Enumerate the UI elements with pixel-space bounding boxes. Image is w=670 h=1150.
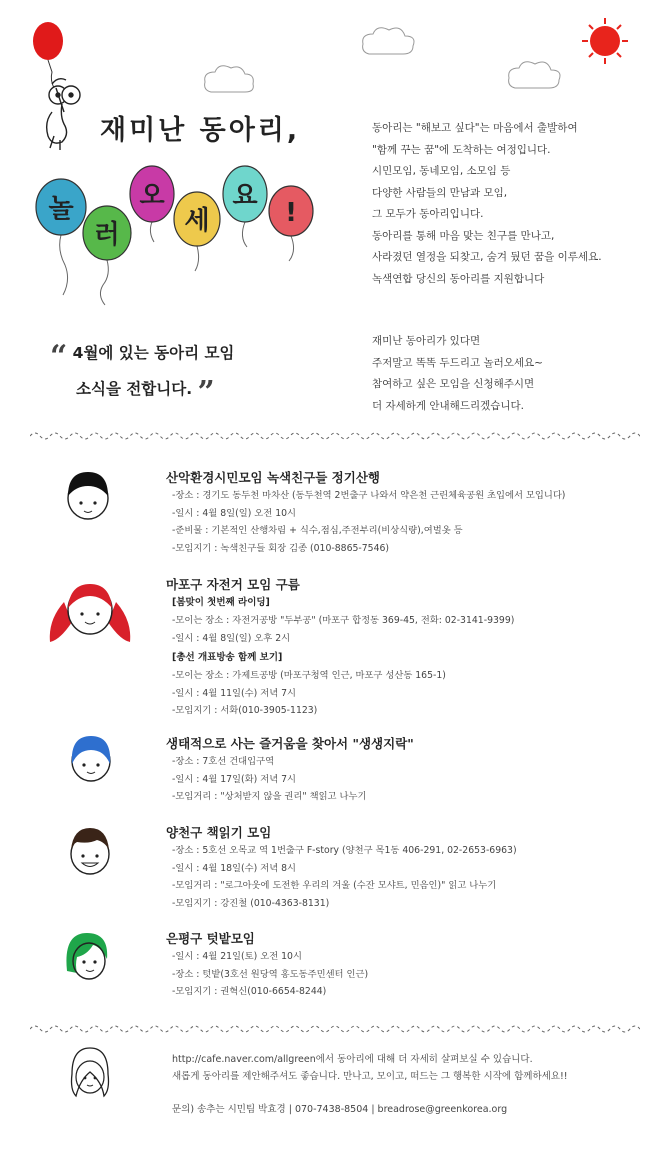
quote-line: 소식을 전합니다. [76,380,193,398]
section-title: 생태적으로 사는 즐거움을 찾아서 "생생지락" [166,736,414,751]
intro2-text [372,331,662,417]
section-body [172,842,517,912]
page-title: 재미난 동아리, [100,115,301,146]
section-line: -일시 : 4월 11일(수) 저녁 7시 [172,687,297,699]
section-title: 마포구 자전거 모임 구름 [166,577,300,592]
section-line: -모임지기 : 녹색친구들 회장 김종 (010-8865-7546) [172,542,390,554]
intro2-line: 더 자세하게 안내해드리겠습니다. [372,399,525,412]
section-body [172,753,366,806]
section-line: -일시 : 4월 17일(화) 저녁 7시 [172,773,297,785]
sun-icon [582,18,628,64]
quote-block [50,337,234,409]
section-line: -준비물 : 기본적인 산행차림 + 식수,점심,주전부리(비상식량),여벌옷 등 [172,525,463,536]
grass-divider [30,1021,640,1035]
section-subtitle: [총선 개표방송 함께 보기] [172,652,283,663]
intro2-line: 참여하고 싶은 모임을 신청해주시면 [372,378,535,390]
quote-line: 4월에 있는 동아리 모임 [72,344,235,362]
character-icon [47,79,80,150]
face-avatar-4-icon [66,826,114,878]
open-quote-mark: “ [50,339,68,374]
section-line: -장소 : 5호선 오목교 역 1번출구 F-story (양천구 목1동 406-291, 02-2653-6963) [172,845,517,856]
balloon-letter-3: 오 [139,181,165,211]
section-line: -모임거리 : "상처받지 않을 권리" 책읽고 나누기 [172,791,367,802]
section-line: -모임거리 : "로그아웃에 도전한 우리의 겨울 (수잔 모샤트, 민음인)" 읽고 나누기 [172,880,497,891]
section-line: -장소 : 7호선 건대입구역 [172,756,275,767]
intro-line: 사라졌던 열정을 되찾고, 숨겨 뒀던 꿈을 이루세요. [372,251,602,263]
intro-line: 동아리를 통해 마음 맞는 친구를 만나고, [372,229,555,242]
section-line: -장소 : 텃밭(3호선 원당역 홍도동주민센터 인근) [172,968,369,980]
intro2-line: 재미난 동아리가 있다면 [372,335,481,347]
balloon-letter-4: 세 [184,206,210,236]
footer-line: 새롭게 동아리를 제안해주셔도 좋습니다. 만나고, 모이고, 떠드는 그 행복한 시작에 함께하세요!! [172,1071,568,1082]
footer-face-icon [66,1044,114,1100]
intro2-line: 주저말고 똑똑 두드리고 놀러오세요~ [372,356,543,369]
section-line: -일시 : 4월 8일(일) 오후 2시 [172,632,291,644]
close-quote-mark: ” [197,375,215,410]
intro-line: 동아리는 "해보고 싶다"는 마음에서 출발하여 [372,122,578,134]
section-body [172,594,514,720]
red-balloon-icon [33,22,63,88]
section-line: -모이는 장소 : 가제트공방 (마포구청역 인근, 마포구 성산동 165-1) [172,670,446,681]
section-line: -장소 : 경기도 동두천 마차산 (동두천역 2번출구 나와서 약은천 근린체육공원 초입에서 모입니다) [172,490,566,501]
section-title: 산악환경시민모임 녹색친구들 정기산행 [166,470,380,485]
balloon-letter-2: 러 [94,220,120,250]
intro-text [372,118,662,290]
face-avatar-2-icon [44,580,136,648]
balloon-letter-1: 놀 [48,194,74,224]
cloud-icon [205,28,560,92]
section-line: -모임지기 : 권혁신(010-6654-8244) [172,986,327,997]
intro-line: 그 모두가 동아리입니다. [372,208,484,220]
face-avatar-3-icon [68,734,114,784]
intro-line: 녹색연합 당신의 동아리를 지원합니다 [372,272,545,285]
section-line: -일시 : 4월 21일(토) 오전 10시 [172,951,302,962]
intro-line: 다양한 사람들의 만남과 모임, [372,186,508,199]
face-avatar-1-icon [64,470,112,522]
section-line: -모이는 장소 : 자전거공방 "두부공" (마포구 합정동 369-45, 전화: 02-3141-9399) [172,615,515,626]
section-line: -모임지기 : 서화(010-3905-1123) [172,705,318,716]
section-line: -일시 : 4월 18일(수) 저녁 8시 [172,862,297,874]
section-body [172,948,368,1001]
intro-line: "함께 꾸는 꿈"에 도착하는 여정입니다. [372,143,551,156]
footer-contact: 문의) 송추는 시민팀 박효경 | 070-7438-8504 | breadrose@greenkorea.org [172,1104,508,1115]
balloon-letter-5: 요 [232,181,258,211]
intro-line: 시민모임, 동네모임, 소모임 등 [372,165,511,177]
grass-divider [30,428,640,442]
section-line: -모임지기 : 강진철 (010-4363-8131) [172,897,330,909]
section-subtitle: [봄맞이 첫번째 라이딩] [172,597,270,608]
section-title: 은평구 텃밭모임 [166,931,255,946]
face-avatar-5-icon [64,931,110,983]
section-line: -일시 : 4월 8일(일) 오전 10시 [172,507,297,519]
section-body [172,487,565,557]
section-title: 양천구 책읽기 모임 [166,825,272,840]
balloon-letter-6: ! [285,198,297,228]
balloon-group [36,166,313,260]
footer-link-line[interactable]: http://cafe.naver.com/allgreen에서 동아리에 대해 더 자세히 살펴보실 수 있습니다. [172,1054,533,1065]
